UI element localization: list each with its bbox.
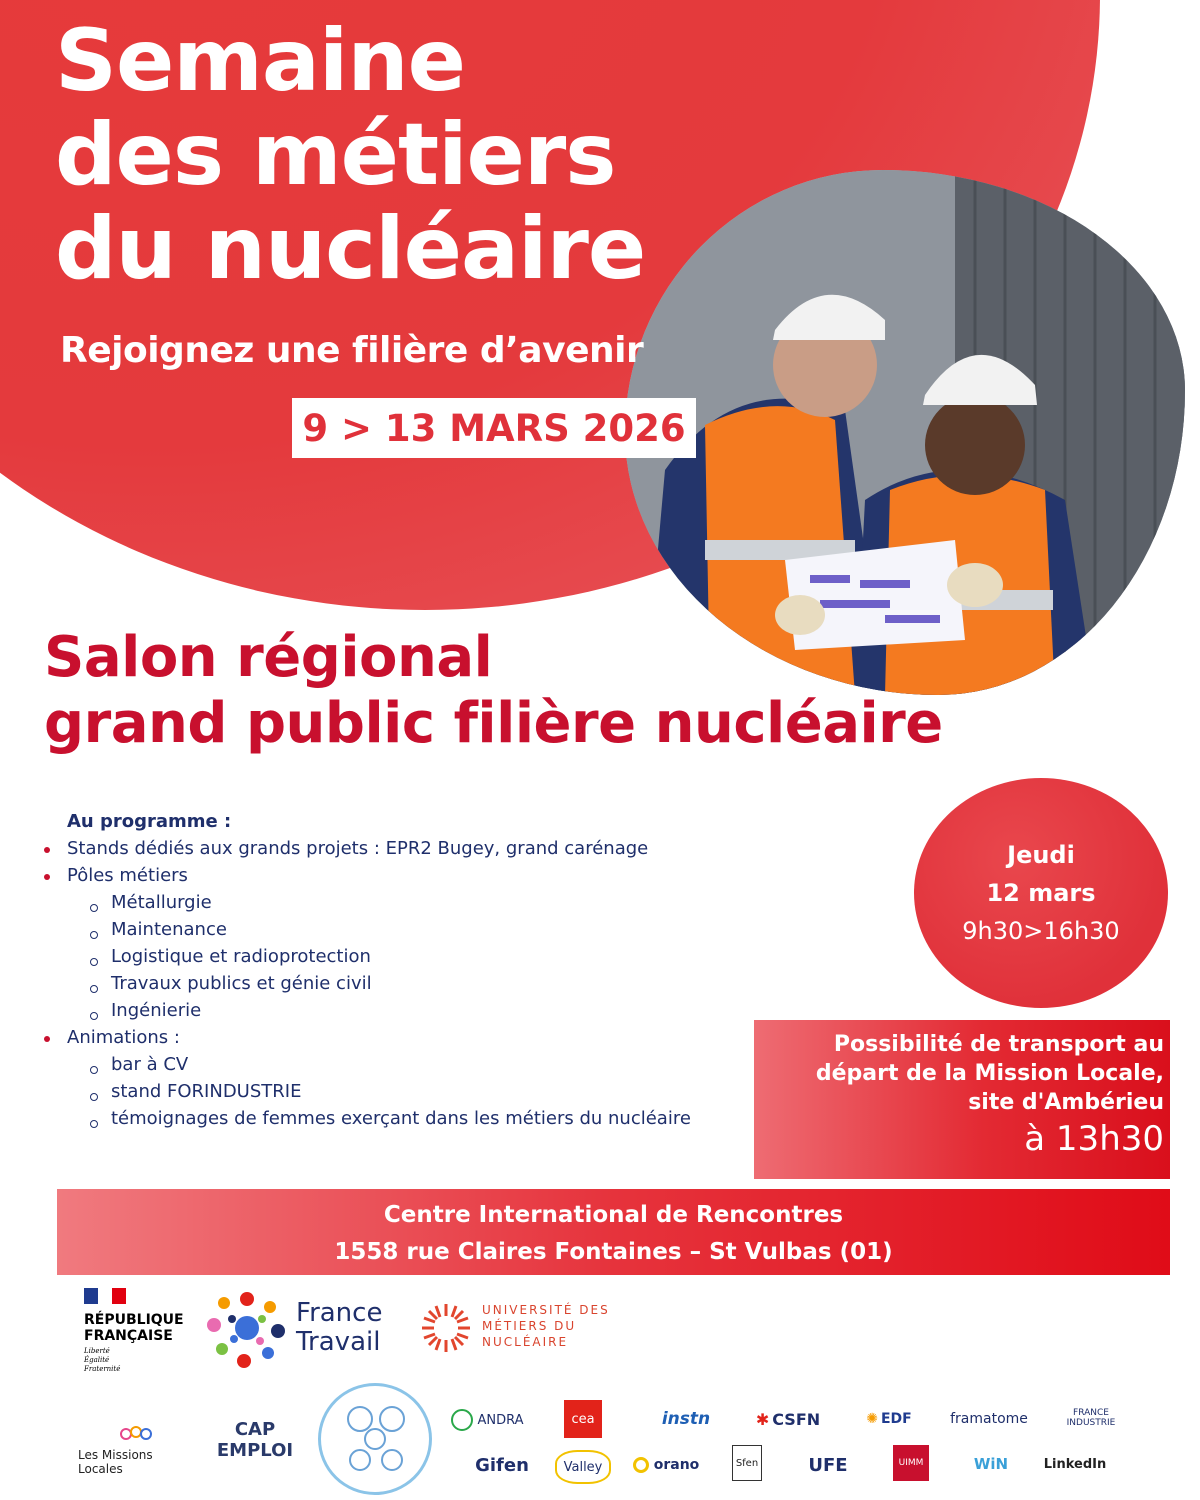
bullet-icon — [44, 874, 50, 880]
programme-subitem — [40, 889, 740, 916]
ufe-logo: UFE — [808, 1454, 848, 1476]
missions-locales-logo — [78, 1415, 194, 1487]
win-logo: WiN — [973, 1455, 1009, 1473]
logo-name-line: France — [296, 1298, 383, 1328]
bullet-icon — [44, 1036, 50, 1042]
partner-name: Les Missions Locales — [78, 1448, 153, 1476]
umn-name — [482, 1302, 610, 1350]
programme-item-label: Animations : — [67, 1027, 180, 1048]
partner-name: ANDRA — [477, 1412, 524, 1428]
event-day: Jeudi — [1007, 841, 1075, 869]
programme-subitem-label: témoignages de femmes exerçant dans les métiers du nucléaire — [111, 1108, 691, 1129]
salon-title-line: Salon régional — [44, 625, 493, 690]
event-subtitle: Rejoignez une filière d’avenir — [60, 330, 644, 371]
logo-motto-line: Liberté — [84, 1347, 110, 1355]
transport-box — [754, 1020, 1170, 1179]
programme-subitem — [40, 1051, 740, 1078]
circle-bullet-icon — [90, 985, 98, 993]
cea-logo: cea — [564, 1400, 602, 1438]
logo-name-line: Travail — [296, 1327, 381, 1357]
gie-cluster-logo — [318, 1383, 432, 1495]
partner-name: CSFN — [772, 1409, 821, 1429]
programme-subitem-label: Logistique et radioprotection — [111, 946, 371, 967]
event-hours: 9h30>16h30 — [962, 917, 1120, 945]
gifen-logo: Gifen — [475, 1454, 529, 1476]
cluster-circles-icon — [330, 1394, 420, 1484]
circle-bullet-icon — [90, 1066, 98, 1074]
csfn-logo — [750, 1405, 826, 1433]
linkedin-logo: LinkedIn — [1043, 1456, 1107, 1472]
people-icon — [116, 1426, 156, 1448]
logo-motto-line: Égalité — [84, 1356, 110, 1364]
event-title-line: du nucléaire — [55, 199, 646, 299]
programme-subitem — [40, 916, 740, 943]
csfn-mark-icon: ✱ — [755, 1409, 770, 1429]
programme-subitem-label: Ingénierie — [111, 1000, 202, 1021]
event-date: 12 mars — [986, 879, 1096, 907]
programme-subitem — [40, 1078, 740, 1105]
transport-line: Possibilité de transport au — [833, 1032, 1164, 1057]
event-dates-badge: 9 > 13 MARS 2026 — [292, 398, 696, 458]
france-travail-name — [296, 1299, 382, 1357]
event-day-badge — [914, 778, 1168, 1008]
uimm-logo: UIMM — [893, 1445, 929, 1481]
circle-bullet-icon — [90, 904, 98, 912]
logo-name-line: MÉTIERS DU — [482, 1319, 577, 1333]
salon-title — [44, 625, 943, 757]
framatome-logo: framatome — [950, 1411, 1028, 1427]
universite-metiers-nucleaire-logo — [418, 1300, 638, 1360]
circle-bullet-icon — [90, 1120, 98, 1128]
circle-bullet-icon — [90, 1012, 98, 1020]
programme-subitem — [40, 997, 740, 1024]
transport-line: site d'Ambérieu — [968, 1090, 1164, 1115]
programme-subitem-label: Maintenance — [111, 919, 227, 940]
france-travail-dots-icon — [204, 1285, 290, 1371]
logo-motto-line: Fraternité — [84, 1365, 121, 1373]
logo-name-line: UNIVERSITÉ DES — [482, 1303, 610, 1317]
venue-banner — [57, 1189, 1170, 1275]
event-title — [55, 11, 646, 299]
andra-ring-icon — [451, 1409, 473, 1431]
venue-address: 1558 rue Claires Fontaines – St Vulbas (01) — [334, 1239, 893, 1265]
salon-title-line: grand public filière nucléaire — [44, 691, 943, 756]
orano-ring-icon — [633, 1457, 649, 1473]
sfen-logo: Sfen — [732, 1445, 762, 1481]
programme-item-label: Stands dédiés aux grands projets : EPR2 Bugey, grand carénage — [67, 838, 649, 859]
andra-logo — [450, 1400, 525, 1440]
partner-name: EDF — [880, 1411, 912, 1427]
programme-item — [40, 862, 740, 889]
france-travail-logo — [204, 1285, 404, 1375]
circle-bullet-icon — [90, 931, 98, 939]
french-flag-icon — [84, 1288, 126, 1304]
programme-item-label: Pôles métiers — [67, 865, 188, 886]
programme-heading: Au programme : — [67, 811, 232, 832]
programme-subitem-label: stand FORINDUSTRIE — [111, 1081, 302, 1102]
workers-photo — [625, 170, 1185, 695]
programme-subitem-label: bar à CV — [111, 1054, 189, 1075]
event-title-line: des métiers — [55, 105, 616, 205]
event-title-line: Semaine — [55, 11, 465, 111]
sunburst-icon — [418, 1300, 474, 1356]
instn-logo: instn — [661, 1409, 711, 1429]
circle-bullet-icon — [90, 958, 98, 966]
programme-subitem-label: Métallurgie — [111, 892, 212, 913]
republique-francaise-logo — [84, 1288, 184, 1374]
transport-time: à 13h30 — [1024, 1119, 1164, 1159]
venue-name: Centre International de Rencontres — [383, 1202, 844, 1228]
bullet-icon — [44, 847, 50, 853]
circle-bullet-icon — [90, 1093, 98, 1101]
logo-name-line: RÉPUBLIQUE — [84, 1312, 184, 1328]
logo-name-line: NUCLÉAIRE — [482, 1335, 569, 1349]
edf-logo — [858, 1405, 920, 1433]
orano-logo — [628, 1450, 704, 1480]
edf-flower-icon: ✺ — [866, 1411, 878, 1427]
france-industrie-logo: FRANCE INDUSTRIE — [1066, 1408, 1116, 1428]
programme-item — [40, 1024, 740, 1051]
nuclear-valley-logo: Valley — [555, 1450, 611, 1484]
programme-subitem-label: Travaux publics et génie civil — [111, 973, 372, 994]
programme-item — [40, 835, 740, 862]
transport-line: départ de la Mission Locale, — [815, 1061, 1164, 1086]
cap-emploi-logo: CAP EMPLOI — [216, 1419, 294, 1461]
programme-subitem — [40, 943, 740, 970]
programme-subitem — [40, 970, 740, 997]
logo-name-line: FRANÇAISE — [84, 1328, 173, 1344]
programme-subitem — [40, 1105, 740, 1132]
partner-name: orano — [653, 1457, 700, 1473]
programme-list — [40, 808, 740, 1132]
